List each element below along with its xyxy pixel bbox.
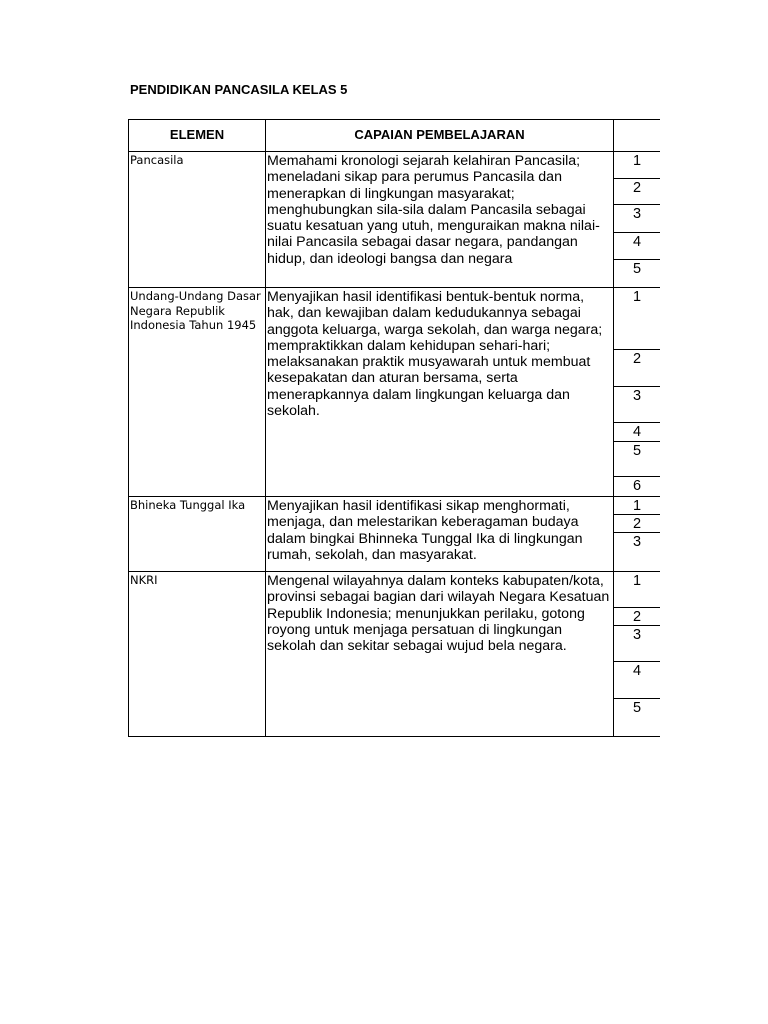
number-cell: 5	[632, 261, 642, 277]
table-row	[128, 497, 660, 572]
capaian-cell: Mengenal wilayahnya dalam konteks kabupaten/kota, provinsi sebagai bagian dari wilayah Negara Kesatuan Republik Indonesia; menunjukkan perilaku, gotong royong untuk menjaga persatuan di lingkungan sekolah dan sekitar sebagai wujud bela negara.	[266, 572, 614, 736]
elemen-cell: Undang-Undang Dasar Negara Republik Indonesia Tahun 1945	[129, 288, 266, 496]
number-cell: 1	[614, 497, 660, 515]
number-cell: 2	[614, 515, 660, 533]
page-title: PENDIDIKAN PANCASILA KELAS 5	[130, 82, 348, 97]
capaian-cell: Memahami kronologi sejarah kelahiran Pancasila; meneladani sikap para perumus Pancasila dan menerapkan di lingkungan masyarakat; menghubungkan sila-sila dalam Pancasila sebagai suatu kesatuan yang utuh, menguraikan makna nilai-nilai Pancasila sebagai dasar negara, pandangan hidup, dan ideologi bangsa dan negara	[266, 152, 614, 287]
number-cell: 4	[614, 662, 660, 699]
number-cell: 6	[632, 478, 642, 494]
table-row	[128, 572, 660, 737]
number-cell: 5	[614, 442, 660, 477]
elemen-cell: NKRI	[129, 572, 266, 736]
header-capaian: CAPAIAN PEMBELAJARAN	[266, 120, 614, 151]
table-row	[128, 152, 660, 288]
capaian-cell: Menyajikan hasil identifikasi sikap menghormati, menjaga, dan melestarikan keberagaman budaya dalam bingkai Bhinneka Tunggal Ika di lingkungan rumah, sekolah, dan masyarakat.	[266, 497, 614, 571]
number-cell: 1	[614, 152, 660, 179]
number-cell: 2	[614, 608, 660, 626]
number-cell: 3	[632, 534, 642, 550]
number-column	[614, 572, 660, 736]
number-cell: 3	[614, 205, 660, 233]
capaian-cell: Menyajikan hasil identifikasi bentuk-bentuk norma, hak, dan kewajiban dalam kedudukannya sebagai anggota keluarga, warga sekolah, dan warga negara; mempraktikkan dalam kehidupan sehari-hari; melaksanakan praktik musyawarah untuk membuat kesepakatan dan aturan bersama, serta menerapkannya dalam lingkungan keluarga dan sekolah.	[266, 288, 614, 496]
number-cell: 2	[614, 179, 660, 205]
number-cell: 3	[614, 626, 660, 662]
curriculum-table	[128, 119, 660, 737]
number-cell: 2	[614, 350, 660, 387]
number-cell: 4	[614, 423, 660, 442]
header-elemen: ELEMEN	[129, 120, 266, 151]
number-column	[614, 152, 660, 287]
number-column	[614, 497, 660, 571]
table-row	[128, 288, 660, 497]
elemen-cell: Pancasila	[129, 152, 266, 287]
number-cell: 1	[614, 288, 660, 350]
table-header-row	[128, 119, 660, 152]
number-cell: 4	[614, 233, 660, 260]
elemen-cell: Bhineka Tunggal Ika	[129, 497, 266, 571]
number-cell: 3	[614, 387, 660, 423]
number-column	[614, 288, 660, 496]
number-cell: 5	[632, 700, 642, 716]
header-empty-cell	[614, 120, 660, 151]
number-cell: 1	[614, 572, 660, 608]
